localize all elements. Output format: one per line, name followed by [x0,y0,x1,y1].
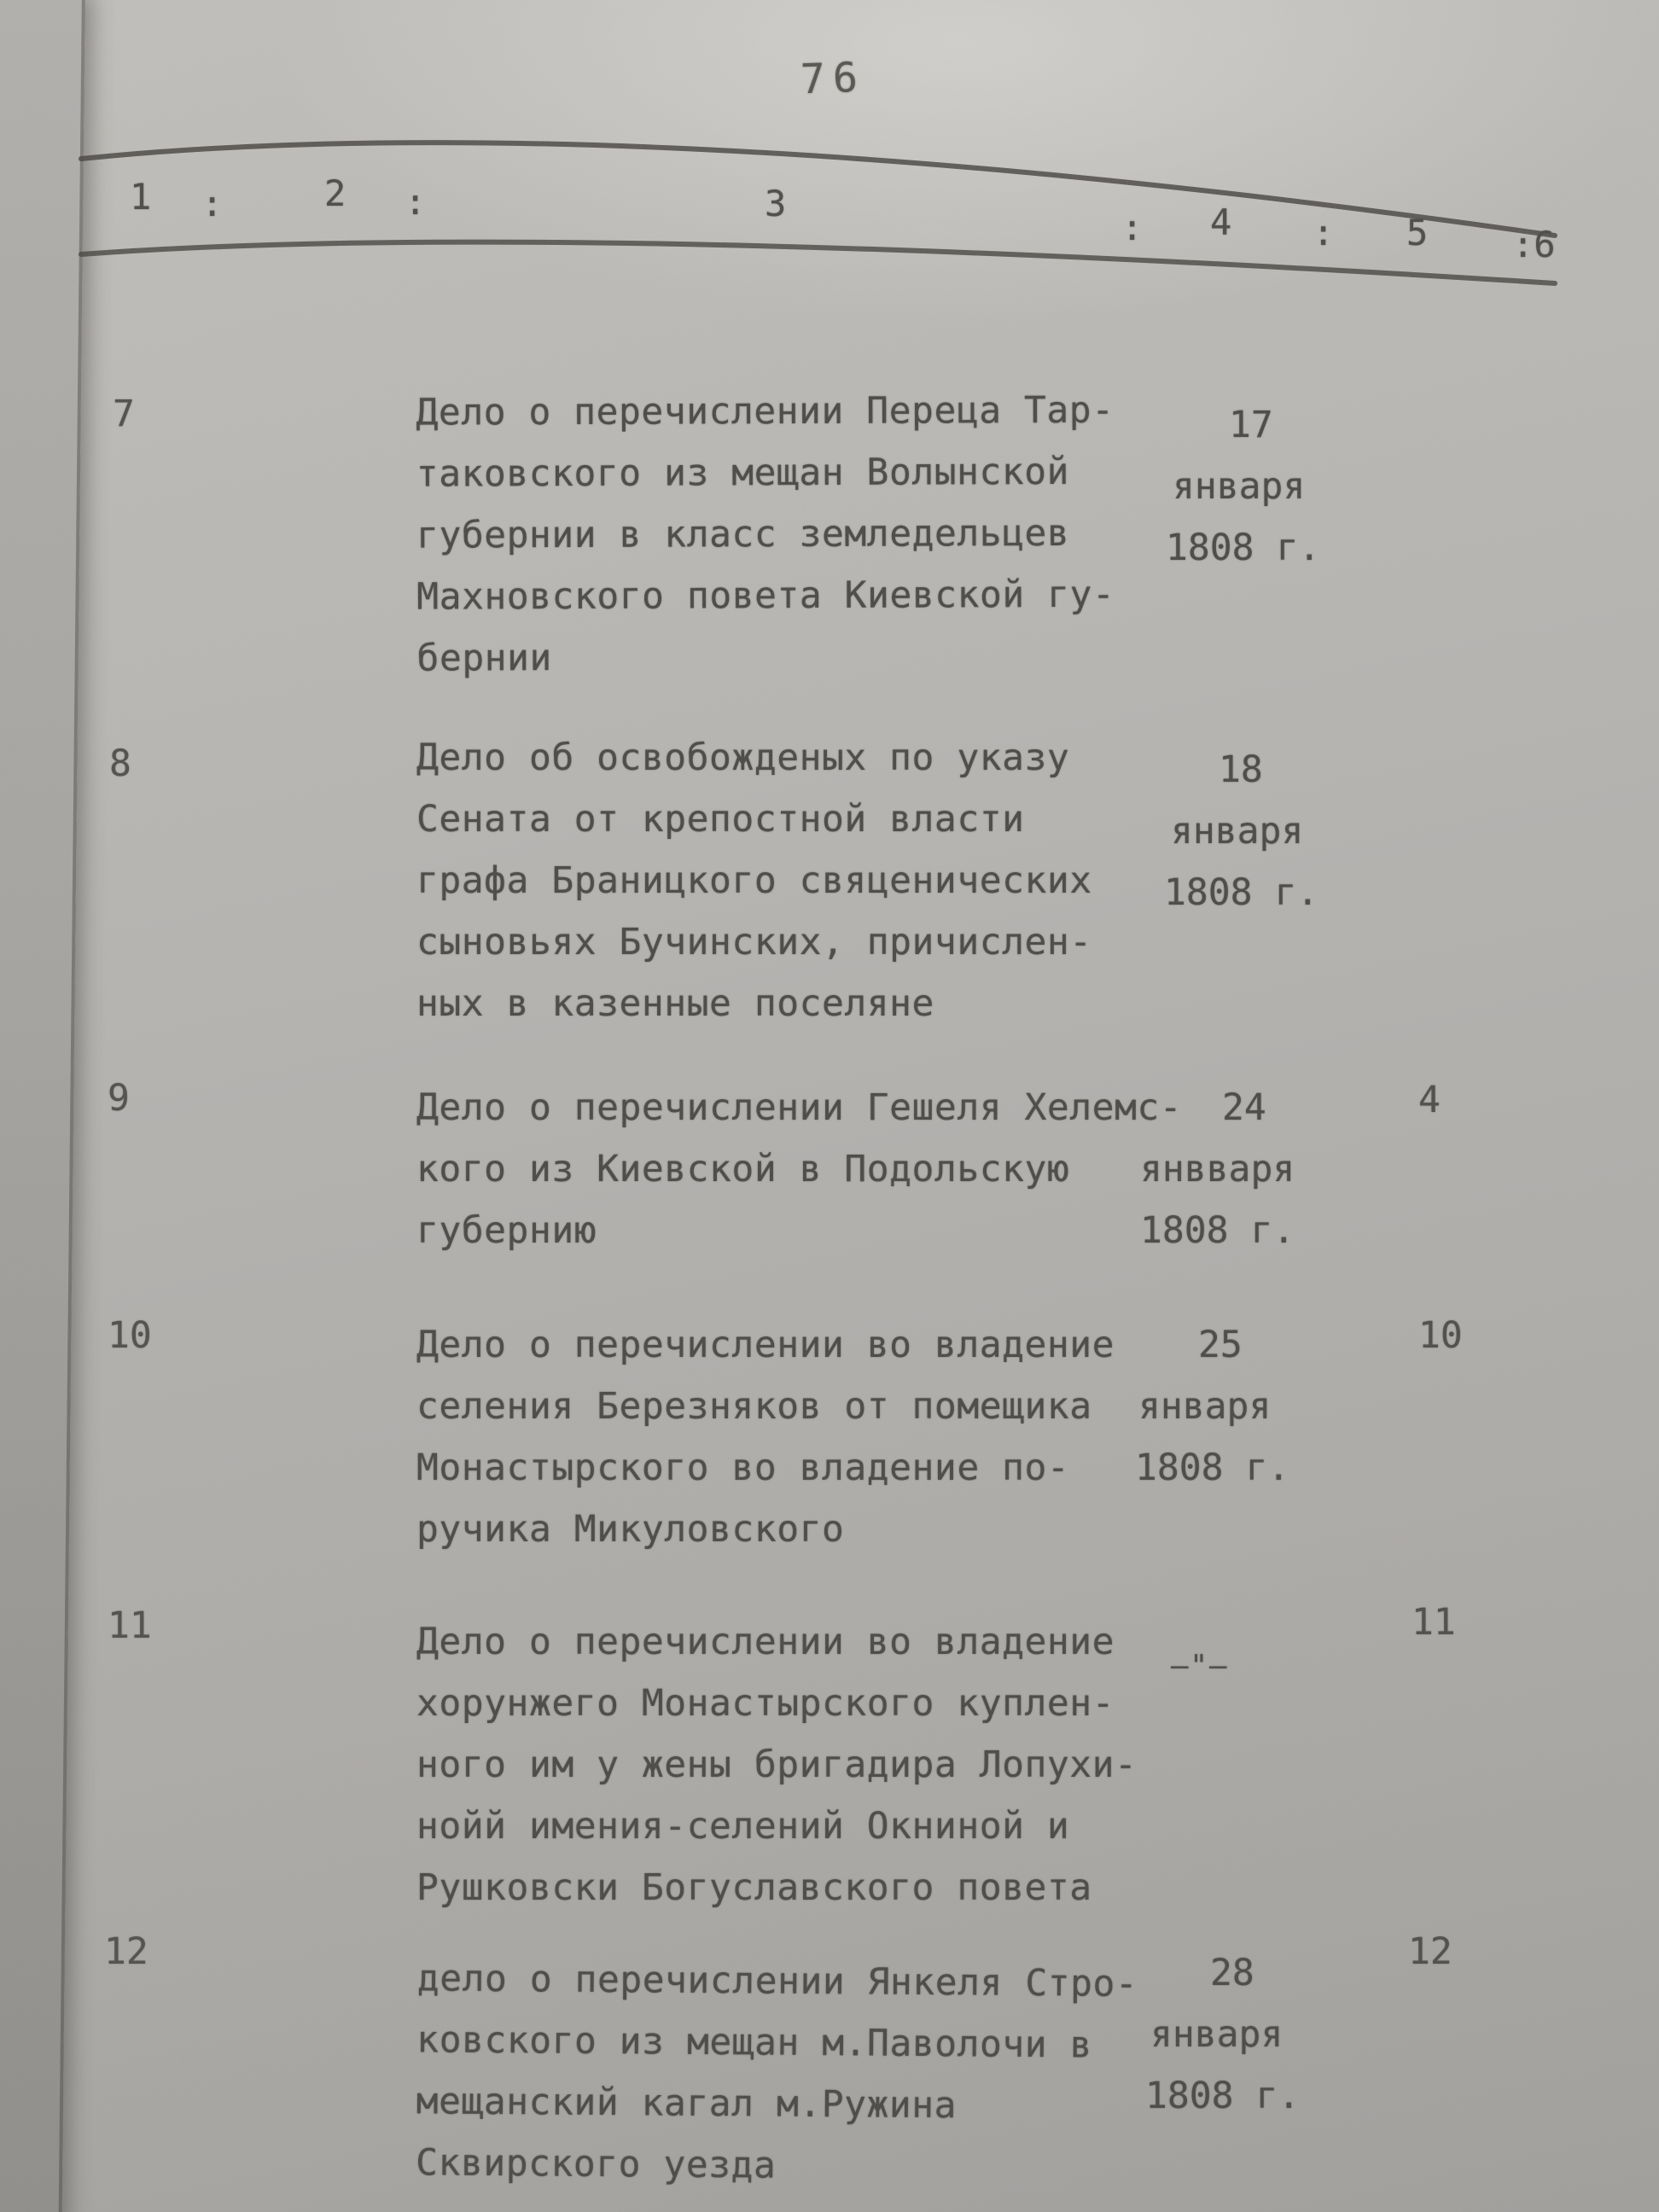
date-year: 1808 г. [1135,1447,1290,1489]
description-line: хорунжего Монастырского куплен- [416,1682,1115,1725]
date-month: января [1150,2013,1284,2056]
entry-description [416,727,1210,1034]
date-year: 1808 г. [1140,1209,1295,1252]
column-separator: : [1313,212,1335,253]
description-line: Махновского повета Киевской гу- [416,573,1115,619]
description-line: сыновьях Бучинских, причислен- [416,921,1092,963]
page-fold-line [0,0,85,2212]
description-line: ручика Микуловского [416,1508,845,1551]
entry-number: 8 [109,742,131,785]
date-day: 17 [1229,404,1273,446]
date-day: 18 [1219,748,1263,791]
entry-number: 7 [113,393,135,435]
entry-description [416,379,1210,689]
column-separator: : [1121,207,1144,248]
description-line: ковского из мещан м.Паволочи в [416,2018,1093,2067]
description-line: Дело о перечислении во владение [416,1621,1115,1663]
description-line: кого из Киевской в Подольскую [416,1148,1070,1190]
date-month [1161,1697,1382,1758]
description-line: дело о перечислении Янкеля Стро- [416,1957,1138,2005]
description-line: ного им у жены бригадира Лопухи- [416,1743,1138,1786]
entry-date [1166,394,1388,579]
date-day: 25 [1198,1324,1243,1366]
entry-description [416,1314,1210,1560]
description-line: Дело о перечислении Гешеля Хелемс- [416,1086,1183,1129]
description-line: Дело о перечислении Переца Тар- [416,388,1115,434]
description-line: губернию [416,1209,597,1252]
description-line: Дело об освобожденых по указу [416,736,1070,779]
description-line: мещанский кагал м.Ружина [416,2080,958,2128]
date-month: января [1173,465,1306,508]
date-year: 1808 г. [1166,527,1321,569]
description-line: Монастырского во владение по- [416,1447,1070,1489]
description-line: губернии в класс земледельцев [416,511,1070,557]
entry-number: 9 [108,1077,130,1120]
date-day: 24 [1222,1086,1266,1129]
ditto-mark: —"— [1171,1649,1229,1683]
description-line: Рушковски Богуславского повета [416,1866,1092,1909]
description-line: нойй имения-селений Окниной и [416,1805,1070,1848]
entry-extra-number: 10 [1418,1314,1463,1357]
page-number: 76 [800,53,866,104]
column-header-4: 4 [1210,201,1232,243]
entry-number: 11 [108,1604,152,1647]
date-month: января [1138,1385,1272,1428]
column-header-1: 1 [130,176,152,218]
description-line: таковского из мещан Волынской [416,450,1070,496]
description-line: ных в казенные поселяне [416,982,934,1025]
description-line: Сквирского уезда [415,2141,777,2187]
description-line: графа Браницкого свяценических [416,859,1092,902]
column-separator: : [201,183,224,224]
entry-date [1140,1077,1362,1261]
entry-date [1164,739,1386,923]
column-header-2: 2 [324,172,346,214]
date-year: 1808 г. [1164,871,1319,914]
entry-date [1145,1942,1367,2127]
date-month: января [1171,810,1304,853]
entry-description [416,1077,1210,1261]
entry-date [1161,1635,1382,1819]
description-line: Дело о перечислении во владение [416,1324,1115,1366]
entry-date [1135,1314,1357,1499]
entry-extra-number: 12 [1408,1930,1452,1973]
date-day: 28 [1210,1952,1254,1994]
date-year: 1808 г. [1145,2075,1301,2117]
entry-extra-number: 4 [1418,1079,1441,1121]
date-month: янвваря [1140,1148,1295,1190]
description-line: бернии [416,637,552,680]
column-header-3: 3 [765,183,787,224]
entry-number: 12 [104,1930,148,1973]
description-line: селения Березняков от помещика [416,1385,1092,1428]
entry-number: 10 [108,1314,152,1357]
column-separator: : [405,181,427,223]
date-year [1161,1758,1382,1819]
column-header-5: 5 [1406,212,1429,253]
column-header-6: :6 [1512,224,1556,265]
description-line: Сената от крепостной власти [416,798,1025,841]
entry-description [416,1611,1210,1918]
entry-extra-number: 11 [1412,1601,1456,1644]
entry-description [416,1947,1211,2199]
header-rules [0,0,1659,341]
